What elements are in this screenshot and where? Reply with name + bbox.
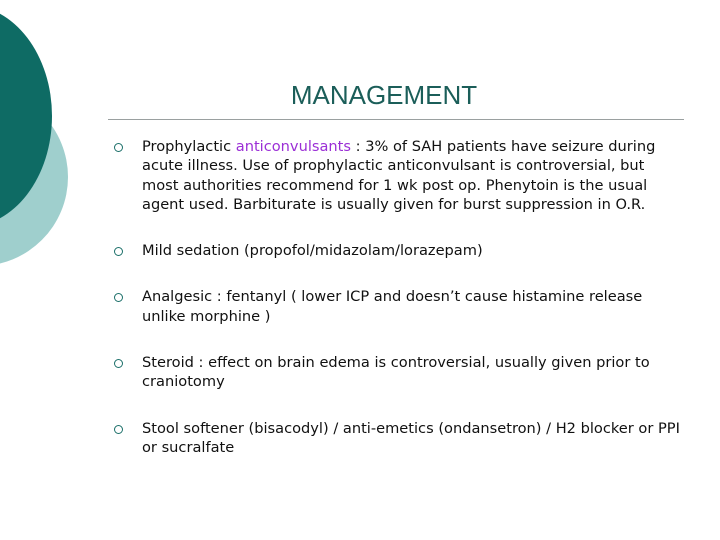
bullet-circle-icon	[114, 143, 123, 152]
bullet-text: Stool softener (bisacodyl) / anti-emetics (ondansetron) / H2 blocker or PPI or sucralfate	[142, 419, 680, 456]
bullet-text: Analgesic : fentanyl ( lower ICP and doesn’t cause histamine release unlike morphine )	[142, 288, 643, 325]
bullet-text-prefix: Prophylactic	[142, 138, 236, 155]
bullet-circle-icon	[114, 293, 123, 302]
bullet-text: Mild sedation (propofol/midazolam/lorazepam)	[142, 242, 483, 260]
bullet-item	[114, 241, 684, 260]
bullet-text: : 3% of SAH patients have seizure during acute illness. Use of prophylactic anticonvulsant is controversial, but most authorities recommend for 1 wk post op. Phenytoin is the usual agent used. Barbiturate is usually given for burst suppression in O.R.	[142, 138, 656, 213]
title-divider	[108, 119, 684, 120]
bullet-item	[114, 353, 684, 392]
bullet-list	[114, 137, 684, 457]
bullet-item	[114, 287, 684, 326]
bullet-text: Steroid : effect on brain edema is controversial, usually given prior to craniotomy	[142, 354, 650, 391]
bullet-highlight: anticonvulsants	[235, 138, 351, 155]
bullet-circle-icon	[114, 247, 123, 256]
bullet-item	[114, 419, 684, 458]
bullet-item	[114, 137, 684, 214]
bullet-circle-icon	[114, 359, 123, 368]
slide-title: MANAGEMENT	[290, 80, 478, 110]
bullet-circle-icon	[114, 425, 123, 434]
